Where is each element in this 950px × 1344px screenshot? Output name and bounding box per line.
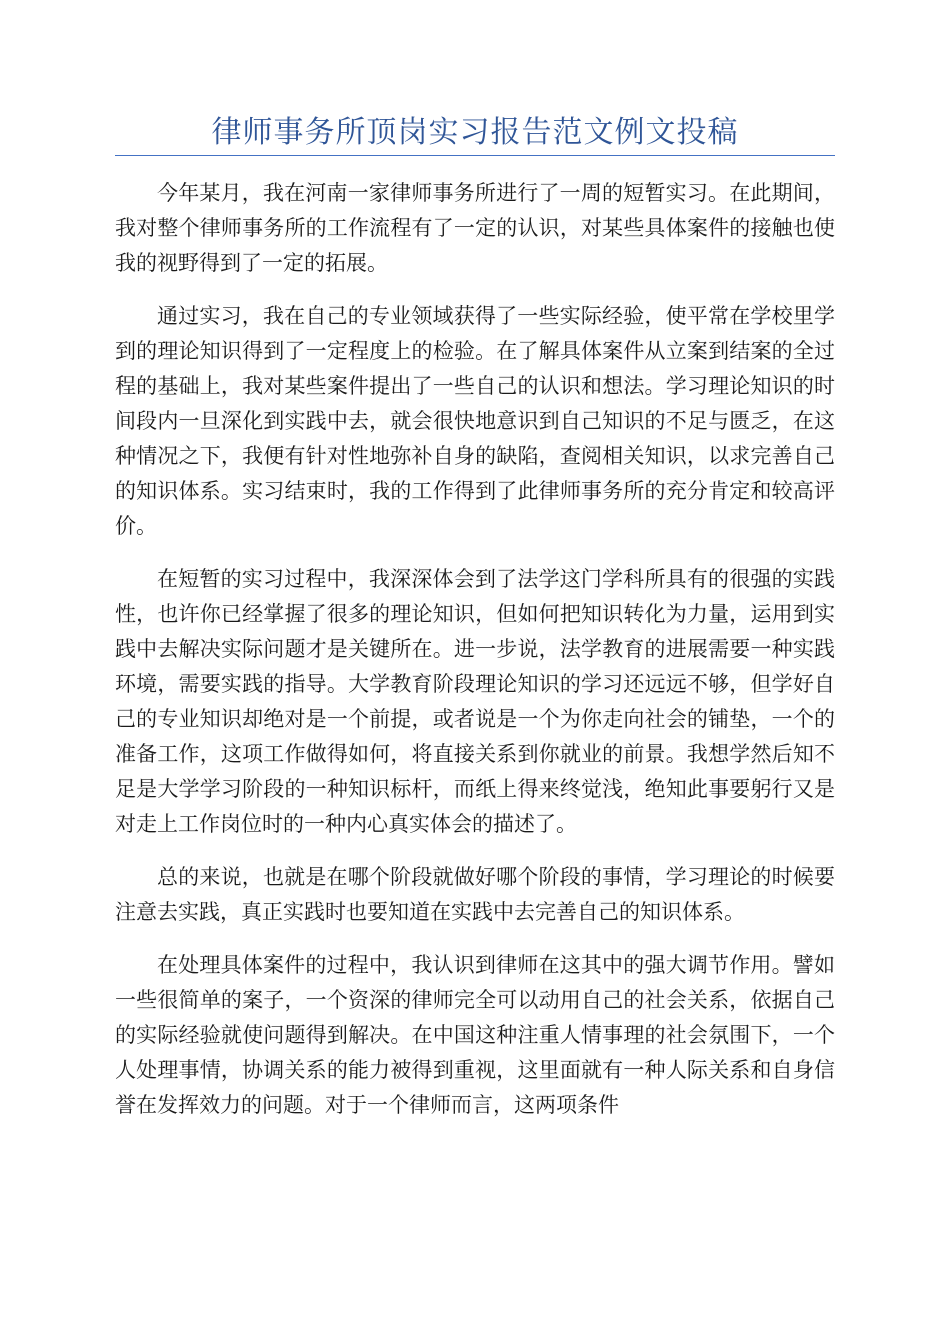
- paragraph: 在处理具体案件的过程中，我认识到律师在这其中的强大调节作用。譬如一些很简单的案子，一个资深的律师完全可以动用自己的社会关系，依据自己的实际经验就使问题得到解决。在中国这种注重人情事理的社会氛围下，一个人处理事情，协调关系的能力被得到重视，这里面就有一种人际关系和自身信誉在发挥效力的问题。对于一个律师而言，这两项条件: [115, 953, 835, 1117]
- paragraph: 今年某月，我在河南一家律师事务所进行了一周的短暂实习。在此期间，我对整个律师事务所的工作流程有了一定的认识，对某些具体案件的接触也使我的视野得到了一定的拓展。: [115, 181, 835, 275]
- paragraph: 总的来说，也就是在哪个阶段就做好哪个阶段的事情，学习理论的时候要注意去实践，真正实践时也要知道在实践中去完善自己的知识体系。: [115, 865, 835, 924]
- document-body: [115, 176, 835, 1141]
- title-underline: [115, 155, 835, 156]
- paragraph: 通过实习，我在自己的专业领域获得了一些实际经验，使平常在学校里学到的理论知识得到了一定程度上的检验。在了解具体案件从立案到结案的全过程的基础上，我对某些案件提出了一些自己的认识和想法。学习理论知识的时间段内一旦深化到实践中去，就会很快地意识到自己知识的不足与匮乏，在这种情况之下，我便有针对性地弥补自身的缺陷，查阅相关知识，以求完善自己的知识体系。实习结束时，我的工作得到了此律师事务所的充分肯定和较高评价。: [115, 304, 835, 538]
- document-title: 律师事务所顶岗实习报告范文例文投稿: [211, 115, 739, 150]
- paragraph: 在短暂的实习过程中，我深深体会到了法学这门学科所具有的很强的实践性，也许你已经掌握了很多的理论知识，但如何把知识转化为力量，运用到实践中去解决实际问题才是关键所在。进一步说，法学教育的进展需要一种实践环境，需要实践的指导。大学教育阶段理论知识的学习还远远不够，但学好自己的专业知识却绝对是一个前提，或者说是一个为你走向社会的铺垫，一个的准备工作，这项工作做得如何，将直接关系到你就业的前景。我想学然后知不足是大学学习阶段的一种知识标杆，而纸上得来终觉浅，绝知此事要躬行又是对走上工作岗位时的一种内心真实体会的描述了。: [115, 567, 835, 836]
